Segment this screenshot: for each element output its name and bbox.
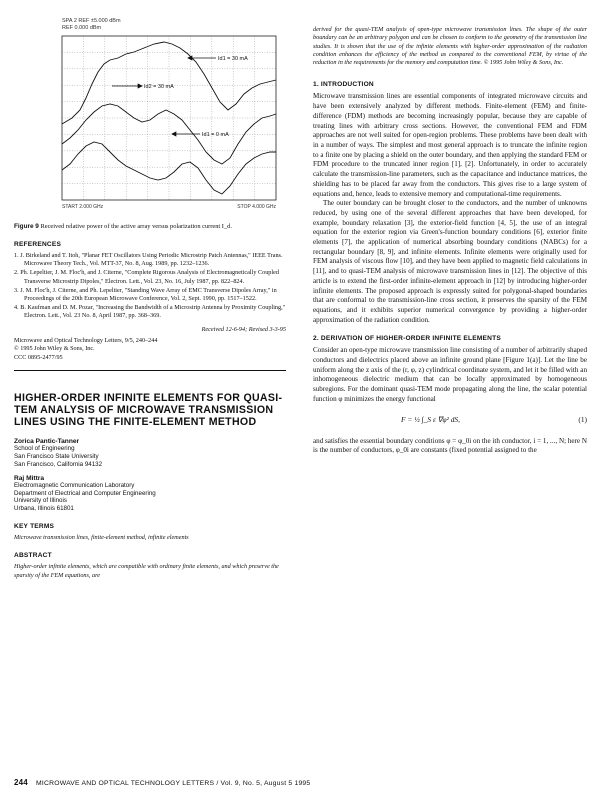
label-id1-0ma: Id1 = 0 mA <box>202 132 229 138</box>
divider <box>14 370 286 371</box>
equation-1-body: F = ½ ∫_S ε ∇φ² dS, <box>401 414 460 424</box>
author-2-name: Raj Mittra <box>14 474 45 482</box>
key-terms: Microwave transmission lines, finite-element method, infinite elements <box>14 533 189 541</box>
plot-header-line1: SPA 2 REF ±5.000 dBm <box>62 18 121 24</box>
section-2-heading: 2. DERIVATION OF HIGHER-ORDER INFINITE ELEMENTS <box>313 335 501 343</box>
key-terms-heading: KEY TERMS <box>14 522 55 530</box>
section-2-paragraph-2: and satisfies the essential boundary conditions φ = φ_0i on the ith conductor, i = 1, ..., N; here N is the number of conductors, φ_0i are constants (fixed potential assigned to the <box>313 436 587 455</box>
introduction-heading: 1. INTRODUCTION <box>313 81 374 89</box>
pubinfo-ccc: CCC 0895-2477/95 <box>14 353 63 361</box>
reference-item: 1. J. Birkeland and T. Itoh, "Planar FET Oscillators Using Periodic Microstrip Patch Antennas," IEEE Trans. Microwave Theory Tech., Vol. MTT-37, No. 8, Aug. 1989, pp. 1232–1236. <box>14 252 283 268</box>
section-2-paragraph-1: Consider an open-type microwave transmission line consisting of a number of arbitrarily shaped conductors and dielectrics placed above an infinite ground plane [Figure 1(a)]. Let the line be uniform along the z axis of the (r, φ, z) cylindrical coordinate system, and let it be filled with an inhomogeneous dielectric medium that can be locally approximated by homogeneous subregions. For the dominant quasi-TEM mode propagating along the line, the scalar potential function φ minimizes the energy functional <box>313 346 587 403</box>
plot-footer-left: START 2.000 GHz <box>62 204 104 210</box>
right-column <box>313 26 587 456</box>
intro-paragraph-2: The outer boundary can be brought closer to the conductors, and the number of unknowns reduced, by using one of the several different approaches that have been developed, for example, boundary relaxation [3], the exterior-field function [4, 5], the use of an integral equation for the exterior region via Green's-function boundary conditions [6], exterior finite elements [7], the application of numerical absorbing boundary conditions (NABCs) for a rectangular boundary [8, 9], and infinite elements. Infinite elements were originally used for FEM analysis of viscous flow [10], and they have been applied to magnetic field calculations in [11], and to quasi-TEM analysis of microwave transmission lines in [12]. The objective of this article is to extend the first-order infinite-element approach in [12] by introducing higher-order infinite elements. The proposed approach is expressly suited for polygonal-shaped boundaries that are conformal to the transmission-line cross section, it preserves the sparsity of the FEM equations, and it exhibits superior numerical convergence by providing a higher-order approximation of the radiation condition. <box>313 199 587 324</box>
references-heading: REFERENCES <box>14 241 62 249</box>
reference-item: 3. J. M. Floc'h, J. Citerne, and Ph. Lepeltier, "Standing Wave Array of EMC Transverse Dipoles Array," in Proceedings of the 20th European Microwave Conference, Vol. 2, Sept. 1990, pp. 1517–1522. <box>14 286 277 302</box>
equation-1 <box>313 411 587 431</box>
publication-info <box>14 337 286 362</box>
journal-line: MICROWAVE AND OPTICAL TECHNOLOGY LETTERS / Vol. 9, No. 5, August 5 1995 <box>36 780 311 787</box>
author-2-affiliation: Electromagnetic Communication Laboratory Department of Electrical and Computer Engineering University of Illinois Urbana, Illinois 61801 <box>14 481 156 513</box>
reference-item: 4. B. Kaufman and D. M. Pozar, "Increasing the Bandwidth of a Microstrip Antenna by Proximity Coupling," Electron. Lett., Vol. 23 No. 8, April 1987, pp. 368–369. <box>14 303 286 319</box>
page-number: 244 <box>14 778 28 787</box>
label-id2-30ma: Id2 = 30 mA <box>144 84 174 90</box>
plot-header-line2: REF 0.000 dBm <box>62 25 102 31</box>
intro-paragraph-1: Microwave transmission lines are essential components of integrated microwave circuits and have been extensively analyzed by different methods. Finite-element (FEM) and finite-difference (FDM) methods are becoming increasingly popular, because they are capable of treating lines with arbitrary cross sections. However, the conventional FEM and FDM approaches are not well suited for open-region problems. These problems have been dealt with in a number of ways. The simplest and most general approach is to truncate the infinite region to a finite one by placing a shield on the outer boundary, and then applying the standard FEM or FDM procedure to the truncated inner region [1], [2]. Unfortunately, in order to accurately calculate the transmission-line parameters, such as the capacitance and inductance matrices, the shielding has to be placed far away from the conductors. This gives rise to a large system of equations and, hence, leads to extensive memory and computational-time requirements. <box>313 92 587 198</box>
left-column <box>14 14 286 580</box>
figure-caption-label: Figure 9 <box>14 223 39 230</box>
pubinfo-journal: Microwave and Optical Technology Letters, 9/5, 240–244 <box>14 337 158 345</box>
author-1-name: Zorica Pantic-Tanner <box>14 438 80 446</box>
abstract-heading: ABSTRACT <box>14 552 52 560</box>
reference-item: 2. Ph. Lepeltier, J. M. Floc'h, and J. Citerne, "Complete Rigorous Analysis of Electromagnetically Coupled Transverse Microstrip Dipoles," Electron. Lett., Vol. 23, No. 16, July 1987, pp. 822–824. <box>14 269 279 285</box>
received-dates: Received 12-6-94; Revised 3-3-95 <box>201 326 286 334</box>
figure-caption-text: Received relative power of the active array versus polarization current I_d. <box>40 223 232 230</box>
plot-footer-right: STOP 4.000 GHz <box>237 204 276 210</box>
author-1-affiliation: School of Engineering San Francisco State University San Francisco, California 94132 <box>14 445 103 468</box>
figure-9-plot <box>14 14 286 214</box>
page-footer <box>14 778 588 787</box>
equation-1-number: (1) <box>578 414 587 424</box>
pubinfo-copyright: © 1995 John Wiley & Sons, Inc. <box>14 345 95 353</box>
abstract-text-continued: derived for the quasi-TEM analysis of open-type microwave transmission lines. The shape of the outer boundary can be an arbitrary polygon and can be chosen to conform to the geometry of the transmission line studies. It is shown that the use of the infinite elements with higher-order approximation of the radiation condition enhances the efficiency of the method as compared to the conventional FEM, by virtue of the reduction in the requirements for the memory and computation time. © 1995 John Wiley & Sons, Inc. <box>313 26 587 67</box>
label-id1-30ma: Id1 = 30 mA <box>218 56 248 62</box>
abstract-text-start: Higher-order infinite elements, which are compatible with ordinary finite elements, and which preserve the sparsity of the FEM equations, are <box>14 563 279 579</box>
figure-caption <box>14 223 286 231</box>
article-title: HIGHER-ORDER INFINITE ELEMENTS FOR QUASI-TEM ANALYSIS OF MICROWAVE TRANSMISSION LINES USING THE FINITE-ELEMENT METHOD <box>14 391 283 428</box>
references-list <box>14 252 286 320</box>
